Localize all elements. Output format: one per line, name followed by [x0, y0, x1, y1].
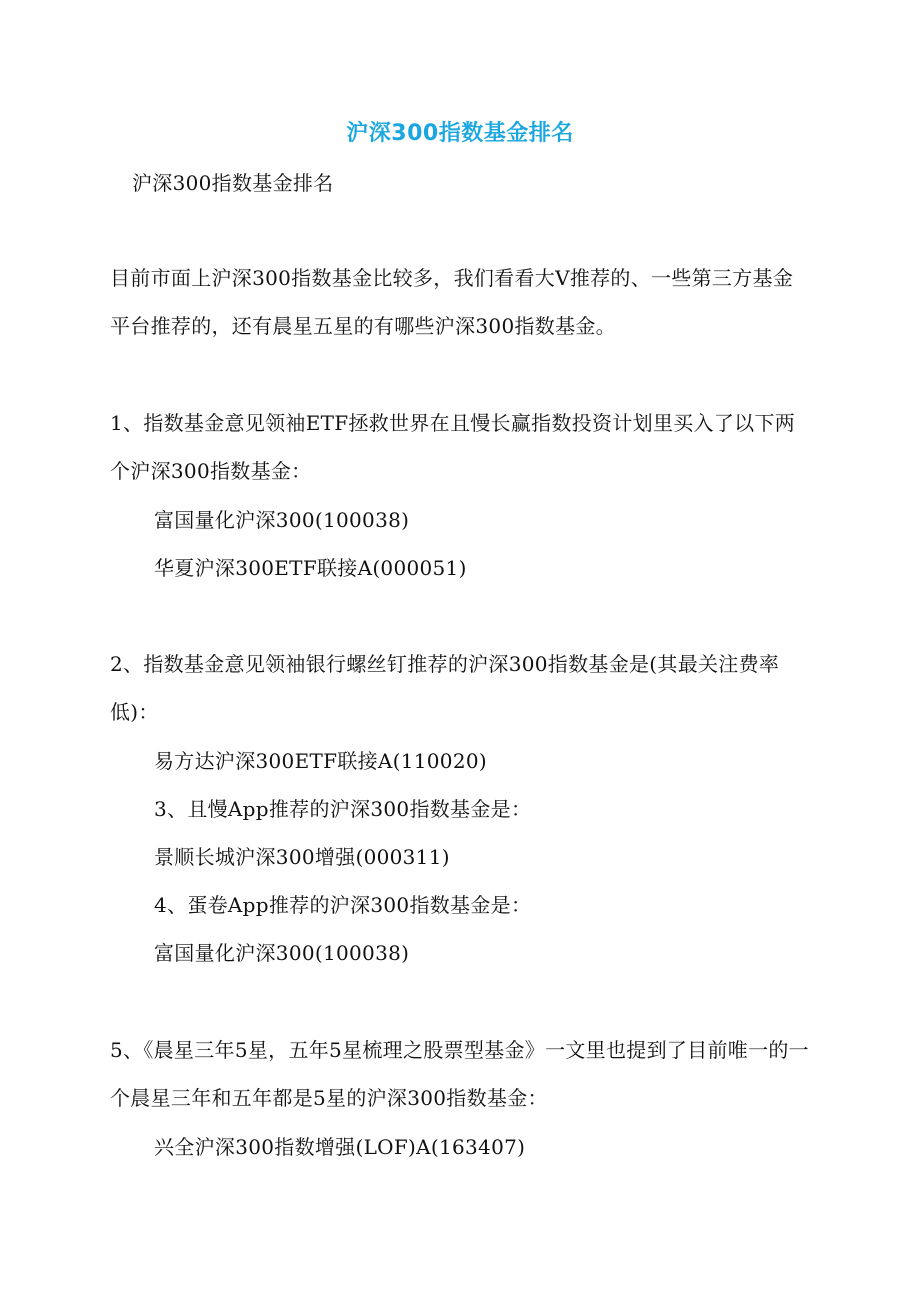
section-4-heading: 4、蛋卷App推荐的沪深300指数基金是：: [154, 893, 532, 917]
section-1-item-1: 富国量化沪深300(100038): [154, 508, 410, 532]
section-5-item-1: 兴全沪深300指数增强(LOF)A(163407): [154, 1135, 526, 1159]
section-4-item-1: 富国量化沪深300(100038): [154, 941, 410, 965]
section-3-item-1: 景顺长城沪深300增强(000311): [154, 845, 450, 869]
section-2-item-1: 易方达沪深300ETF联接A(110020): [154, 749, 487, 773]
section-5-heading: 5、《晨星三年5星，五年5星梳理之股票型基金》一文里也提到了目前唯一的一个晨星三年和五年都是5星的沪深300指数基金：: [110, 1038, 809, 1110]
document-title: 沪深300指数基金排名: [346, 121, 574, 146]
section-1-item-2: 华夏沪深300ETF联接A(000051): [154, 556, 467, 580]
intro-paragraph: 目前市面上沪深300指数基金比较多，我们看看大V推荐的、一些第三方基金平台推荐的，还有晨星五星的有哪些沪深300指数基金。: [110, 266, 794, 338]
section-1-heading: 1、指数基金意见领袖ETF拯救世界在且慢长赢指数投资计划里买入了以下两个沪深300指数基金：: [110, 411, 796, 483]
section-3-heading: 3、且慢App推荐的沪深300指数基金是：: [154, 797, 532, 821]
section-2-heading: 2、指数基金意见领袖银行螺丝钉推荐的沪深300指数基金是(其最关注费率低)：: [110, 652, 780, 724]
document-subtitle: 沪深300指数基金排名: [132, 171, 334, 195]
